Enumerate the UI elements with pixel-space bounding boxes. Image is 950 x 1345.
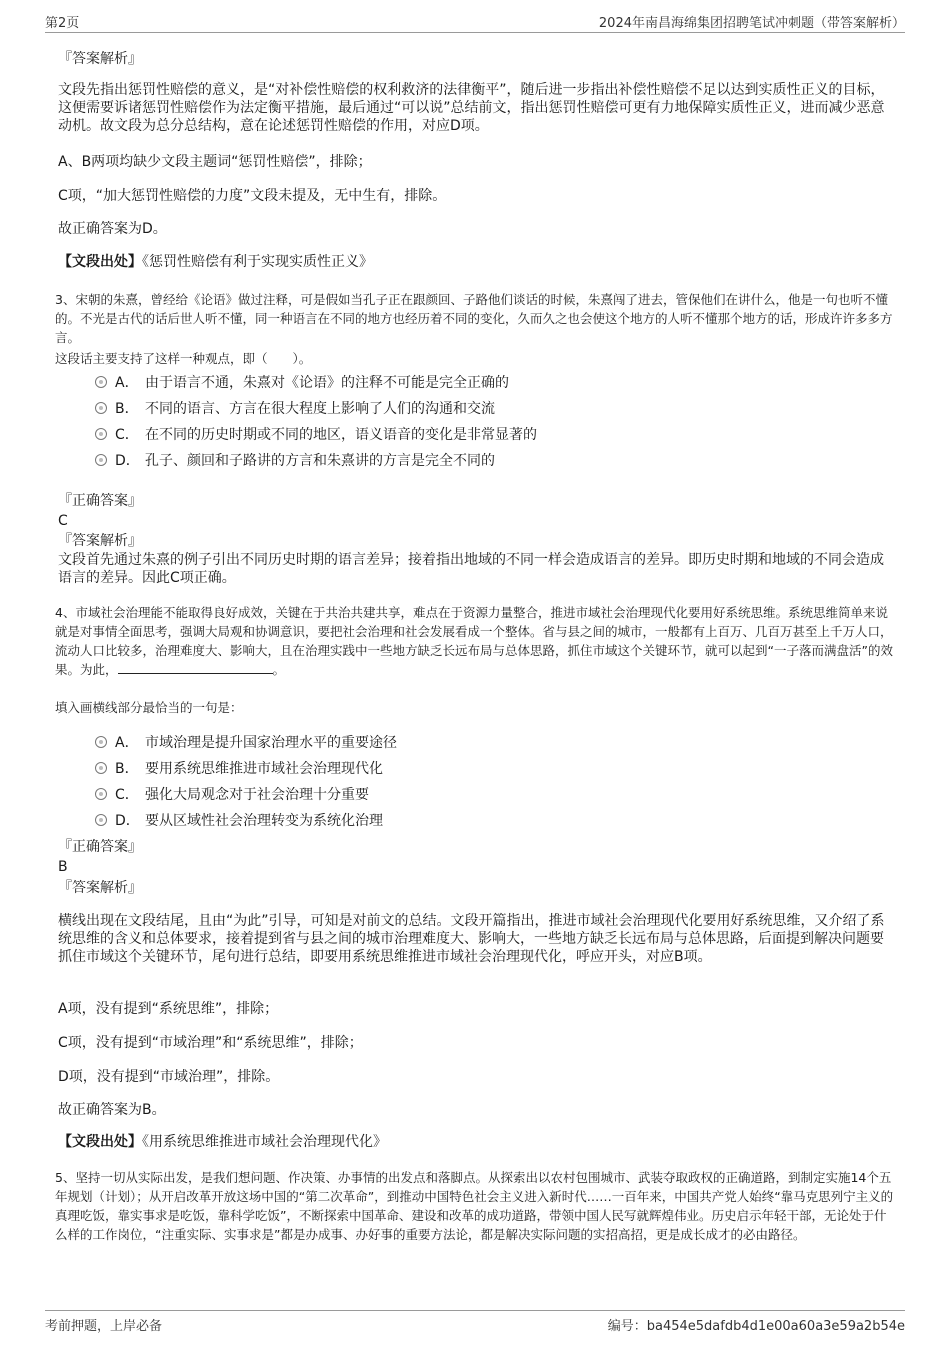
q2-source-title: 《惩罚性赔偿有利于实现实质性正义》 [142,254,373,270]
q4-conclusion: 故正确答案为B。 [58,1102,166,1118]
q3-option-a[interactable]: A． 由于语言不通，朱熹对《论语》的注释不可能是完全正确的 [95,374,509,392]
radio-icon[interactable] [95,762,107,774]
q2-conclusion: 故正确答案为D。 [58,221,167,237]
q4-answer: B [58,859,68,875]
document-title: 2024年南昌海绵集团招聘笔试冲刺题（带答案解析） [598,16,905,31]
q3-analysis-text: 文段首先通过朱熹的例子引出不同历史时期的语言差异；接着指出地域的不同一样会造成语言的差异。即历史时期和地域的不同会造成语言的差异。因此C项正确。 [58,552,884,586]
q3-answer: C [58,513,68,529]
q5-stem: 5、坚持一切从实际出发，是我们想问题、作决策、办事情的出发点和落脚点。从探索出以农村包围城市、武装夺取政权的正确道路，到制定实施14个五年规划（计划）；从开启改革开放这场中国的“第二次革命”，到推动中国特色社会主义进入新时代……一百年来，中国共产党人始终“靠马克思列宁主义的真理吃饭，靠实事求是吃饭，靠科学吃饭”，不断探索中国革命、建设和改革的成功道路，带领中国人民写就辉煌伟业。历史启示年轻干部，无论处于什么样的工作岗位，“注重实际、实事求是”都是办成事、办好事的重要方法论，都是解决实际问题的实招高招，更是成长成才的必由路径。 [55,1170,894,1242]
q2-note-c: C项，“加大惩罚性赔偿的力度”文段未提及，无中生有，排除。 [58,188,447,204]
page-number: 第2页 [45,16,80,31]
q4-option-d[interactable]: D． 要从区域性社会治理转变为系统化治理 [95,812,383,830]
footer-code: 编号：ba454e5dafdb4d1e00a60a3e59a2b54e [607,1319,905,1334]
radio-icon[interactable] [95,736,107,748]
q4-note-a: A项，没有提到“系统思维”，排除； [58,1001,279,1017]
q2-source [58,253,890,271]
q4-analysis-text: 横线出现在文段结尾，且由“为此”引导，可知是对前文的总结。文段开篇指出，推进市域社会治理现代化要用好系统思维，又介绍了系统思维的含义和总体要求，接着提到省与县之间的城市治理难度大、影响大，一些地方缺乏长远布局与总体思路，后面提到解决问题要抓住市域这个关键环节，尾句进行总结，即要用系统思维推进市域社会治理现代化，呼应开头，对应B项。 [58,913,885,965]
q4-analysis-label: 『答案解析』 [58,880,142,896]
q2-note-ab: A、B两项均缺少文段主题词“惩罚性赔偿”，排除； [58,154,372,170]
q4-answer-label: 『正确答案』 [58,839,142,855]
q4-note-c: C项，没有提到“市域治理”和“系统思维”，排除； [58,1035,363,1051]
q3-analysis-label: 『答案解析』 [58,533,142,549]
q3-option-d[interactable]: D． 孔子、颜回和子路讲的方言和朱熹讲的方言是完全不同的 [95,452,495,470]
page-header [45,10,905,33]
footer-slogan: 考前押题，上岸必备 [45,1319,163,1334]
q2-source-label: 【文段出处】 [58,254,142,270]
radio-icon[interactable] [95,428,107,440]
q4-option-a[interactable]: A． 市域治理是提升国家治理水平的重要途径 [95,734,397,752]
q3-option-c[interactable]: C． 在不同的历史时期或不同的地区，语义语音的变化是非常显著的 [95,426,537,444]
radio-icon[interactable] [95,454,107,466]
q4-note-d: D项，没有提到“市域治理”，排除。 [58,1069,280,1085]
radio-icon[interactable] [95,814,107,826]
q4-option-b[interactable]: B． 要用系统思维推进市域社会治理现代化 [95,760,383,778]
q4-source-label: 【文段出处】 [58,1134,142,1150]
radio-icon[interactable] [95,376,107,388]
radio-icon[interactable] [95,402,107,414]
q4-question: 填入画横线部分最恰当的一句是： [55,700,243,715]
q3-question: 这段话主要支持了这样一种观点，即（ ）。 [55,351,312,366]
q4-stem: 4、市域社会治理能不能取得良好成效，关键在于共治共建共享，难点在于资源力量整合，推进市域社会治理现代化要用好系统思维。系统思维简单来说就是对事情全面思考，强调大局观和协调意识，要把社会治理和社会发展看成一个整体。省与县之间的城市，一般都有上百万、几百万甚至上千万人口，流动人口比较多，治理难度大、影响大，且在治理实践中一些地方缺乏长远布局与总体思路，抓住市域这个关键环节，就可以起到“一子落而满盘活”的效果。为此， 。 [55,605,893,677]
radio-icon[interactable] [95,788,107,800]
q3-option-b[interactable]: B． 不同的语言、方言在很大程度上影响了人们的沟通和交流 [95,400,495,418]
q4-source-title: 《用系统思维推进市域社会治理现代化》 [142,1134,387,1150]
q2-analysis-text: 文段先指出惩罚性赔偿的意义，是“对补偿性赔偿的权利救济的法律衡平”，随后进一步指出补偿性赔偿不足以达到实质性正义的目标，这便需要诉诸惩罚性赔偿作为法定衡平措施，最后通过“可以说”总结前文，指出惩罚性赔偿可更有力地保障实质性正义，进而减少恶意动机。故文段为总分总结构，意在论述惩罚性赔偿的作用，对应D项。 [58,82,885,134]
q3-answer-label: 『正确答案』 [58,493,142,509]
q3-stem: 3、宋朝的朱熹，曾经给《论语》做过注释，可是假如当孔子正在跟颜回、子路他们谈话的时候，朱熹闯了进去，管保他们在讲什么，他是一句也听不懂的。不光是古代的话后世人听不懂，同一种语言在不同的地方也经历着不同的变化，久而久之也会使这个地方的人听不懂那个地方的话，形成许许多多方言。 [55,292,893,345]
q4-option-c[interactable]: C． 强化大局观念对于社会治理十分重要 [95,786,369,804]
q4-source [58,1133,890,1151]
q2-analysis-label: 『答案解析』 [58,51,142,67]
page-footer [45,1310,905,1335]
fill-blank [118,660,273,674]
